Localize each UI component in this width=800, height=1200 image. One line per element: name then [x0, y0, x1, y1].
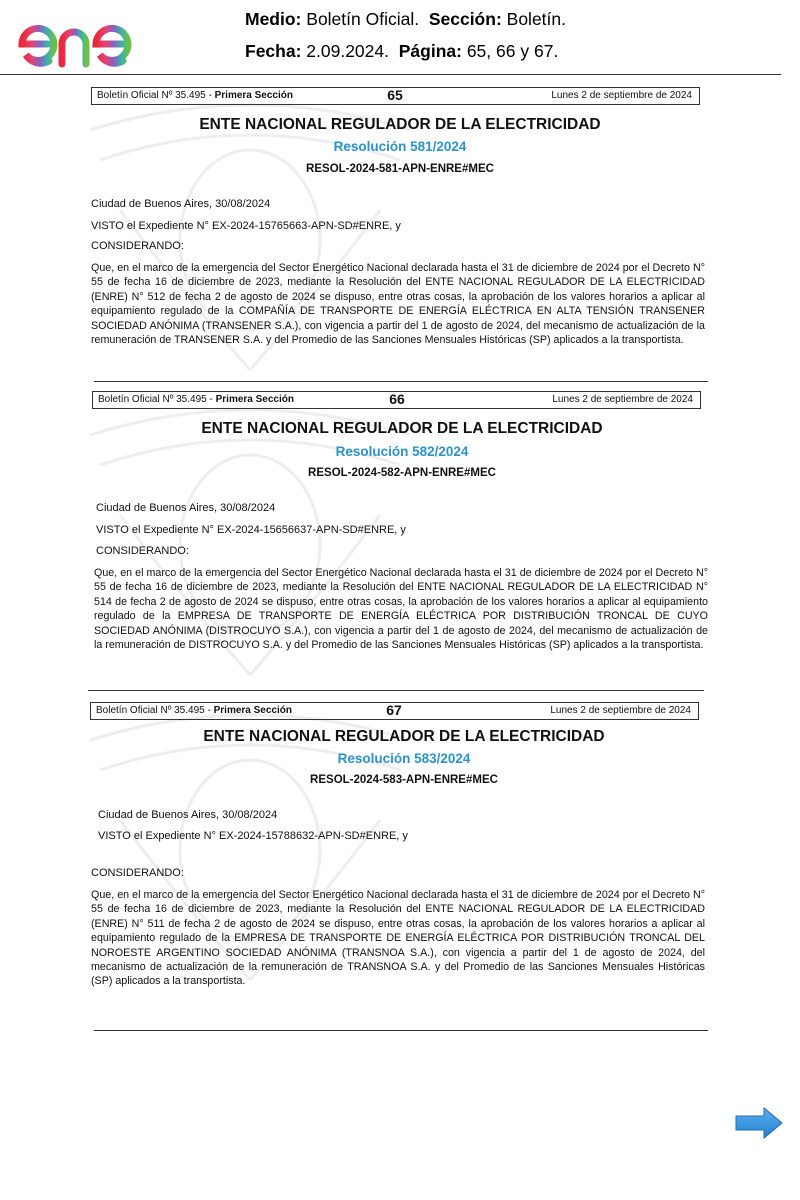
gazette-header-left: Boletín Oficial Nº 35.495 - Primera Sección: [97, 90, 293, 101]
page-number: 66: [389, 391, 405, 407]
considerando-label: CONSIDERANDO:: [91, 867, 184, 879]
resolution-number: Resolución 581/2024: [333, 139, 467, 154]
gazette-header: [90, 702, 699, 720]
body-paragraph: Que, en el marco de la emergencia del Sector Energético Nacional declarada hasta el 31 de diciembre de 2024 por el Decreto N° 55 de fecha 16 de diciembre de 2023, mediante la Resolución del ENTE NACIONAL REGULADOR DE LA ELECTRICIDAD N° 514 de fecha 2 de agosto de 2024 se dispuso, entre otras cosas, la aprobación de los valores horarios a aplicar al equipamiento regulado de la EMPRESA DE TRANSPORTE DE ENERGÍA ELÉCTRICA POR DISTRIBUCIÓN TRONCAL DE CUYO SOCIEDAD ANÓNIMA (DISTROCUYO S.A.), con vigencia a partir del 1 de agosto de 2024, del mecanismo de actualización de la remuneración de DISTROCUYO S.A. y del Promedio de las Sanciones Mensuales Históricas (SP) aplicados a la transportista.: [94, 567, 708, 652]
section-divider: [94, 381, 708, 382]
entity-title: ENTE NACIONAL REGULADOR DE LA ELECTRICIDAD: [203, 728, 605, 745]
meta-fecha-pagina: [245, 41, 558, 62]
resolution-code: RESOL-2024-581-APN-ENRE#MEC: [306, 163, 494, 175]
gazette-header-left: Boletín Oficial Nº 35.495 - Primera Sección: [96, 705, 292, 716]
visto-text: VISTO el Expediente N° EX-2024-15656637-APN-SD#ENRE, y: [96, 524, 406, 536]
gazette-header: [92, 391, 701, 409]
resolution-code: RESOL-2024-583-APN-ENRE#MEC: [310, 774, 498, 786]
pagina-value: 65, 66 y 67.: [466, 41, 559, 61]
considerando-label: CONSIDERANDO:: [96, 545, 189, 557]
considerando-label: CONSIDERANDO:: [91, 240, 184, 252]
page-number: 67: [386, 702, 402, 718]
section-divider: [88, 690, 704, 691]
gazette-header: [91, 87, 700, 105]
top-divider: [0, 74, 781, 75]
page-number: 65: [387, 87, 403, 103]
visto-text: VISTO el Expediente N° EX-2024-15765663-APN-SD#ENRE, y: [91, 220, 401, 232]
fecha-label: Fecha:: [245, 41, 302, 61]
gazette-header-left: Boletín Oficial Nº 35.495 - Primera Sección: [98, 394, 294, 405]
seccion-value: Boletín.: [506, 9, 567, 29]
city-date: Ciudad de Buenos Aires, 30/08/2024: [91, 198, 271, 210]
gazette-header-date: Lunes 2 de septiembre de 2024: [552, 394, 693, 405]
medio-value: Boletín Oficial.: [306, 9, 420, 29]
city-date: Ciudad de Buenos Aires, 30/08/2024: [96, 502, 276, 514]
resolution-number: Resolución 583/2024: [337, 751, 471, 766]
enel-logo: [16, 8, 186, 70]
resolution-code: RESOL-2024-582-APN-ENRE#MEC: [308, 467, 496, 479]
entity-title: ENTE NACIONAL REGULADOR DE LA ELECTRICIDAD: [199, 116, 601, 133]
meta-medio-seccion: [245, 9, 566, 30]
entity-title: ENTE NACIONAL REGULADOR DE LA ELECTRICIDAD: [201, 420, 603, 437]
medio-label: Medio:: [245, 9, 302, 29]
pagina-label: Página:: [398, 41, 462, 61]
resolution-number: Resolución 582/2024: [335, 444, 469, 459]
section-divider: [94, 1030, 708, 1031]
gazette-header-date: Lunes 2 de septiembre de 2024: [550, 705, 691, 716]
body-paragraph: Que, en el marco de la emergencia del Sector Energético Nacional declarada hasta el 31 de diciembre de 2024 por el Decreto N° 55 de fecha 16 de diciembre de 2023, mediante la Resolución del ENTE NACIONAL REGULADOR DE LA ELECTRICIDAD (ENRE) N° 512 de fecha 2 de agosto de 2024 se dispuso, entre otras cosas, la aprobación de los valores horarios a aplicar al equipamiento regulado de la COMPAÑÍA DE TRANSPORTE DE ENERGÍA ELÉCTRICA EN ALTA TENSIÓN TRANSENER SOCIEDAD ANÓNIMA (TRANSENER S.A.), con vigencia a partir del 1 de agosto de 2024, del mecanismo de actualización de la remuneración de TRANSENER S.A. y del Promedio de las Sanciones Mensuales Históricas (SP) aplicados a la transportista.: [91, 262, 705, 347]
gazette-header-date: Lunes 2 de septiembre de 2024: [551, 90, 692, 101]
visto-text: VISTO el Expediente N° EX-2024-15788632-APN-SD#ENRE, y: [98, 830, 408, 842]
right-arrow-icon[interactable]: [734, 1106, 784, 1140]
fecha-value: 2.09.2024.: [306, 41, 389, 61]
body-paragraph: Que, en el marco de la emergencia del Sector Energético Nacional declarada hasta el 31 de diciembre de 2024 por el Decreto N° 55 de fecha 16 de diciembre de 2023, mediante la Resolución del ENTE NACIONAL REGULADOR DE LA ELECTRICIDAD (ENRE) N° 511 de fecha 2 de agosto de 2024 se dispuso, entre otras cosas, la aprobación de los valores horarios a aplicar al equipamiento regulado de la EMPRESA DE TRANSPORTE DE ENERGÍA ELÉCTRICA POR DISTRIBUCIÓN TRONCAL DEL NOROESTE ARGENTINO SOCIEDAD ANÓNIMA (TRANSNOA S.A.), con vigencia a partir del 1 de agosto de 2024, del mecanismo de actualización de la remuneración de TRANSNOA S.A. y del Promedio de las Sanciones Mensuales Históricas (SP) aplicados a la transportista.: [91, 889, 705, 988]
seccion-label: Sección:: [428, 9, 502, 29]
city-date: Ciudad de Buenos Aires, 30/08/2024: [98, 809, 278, 821]
